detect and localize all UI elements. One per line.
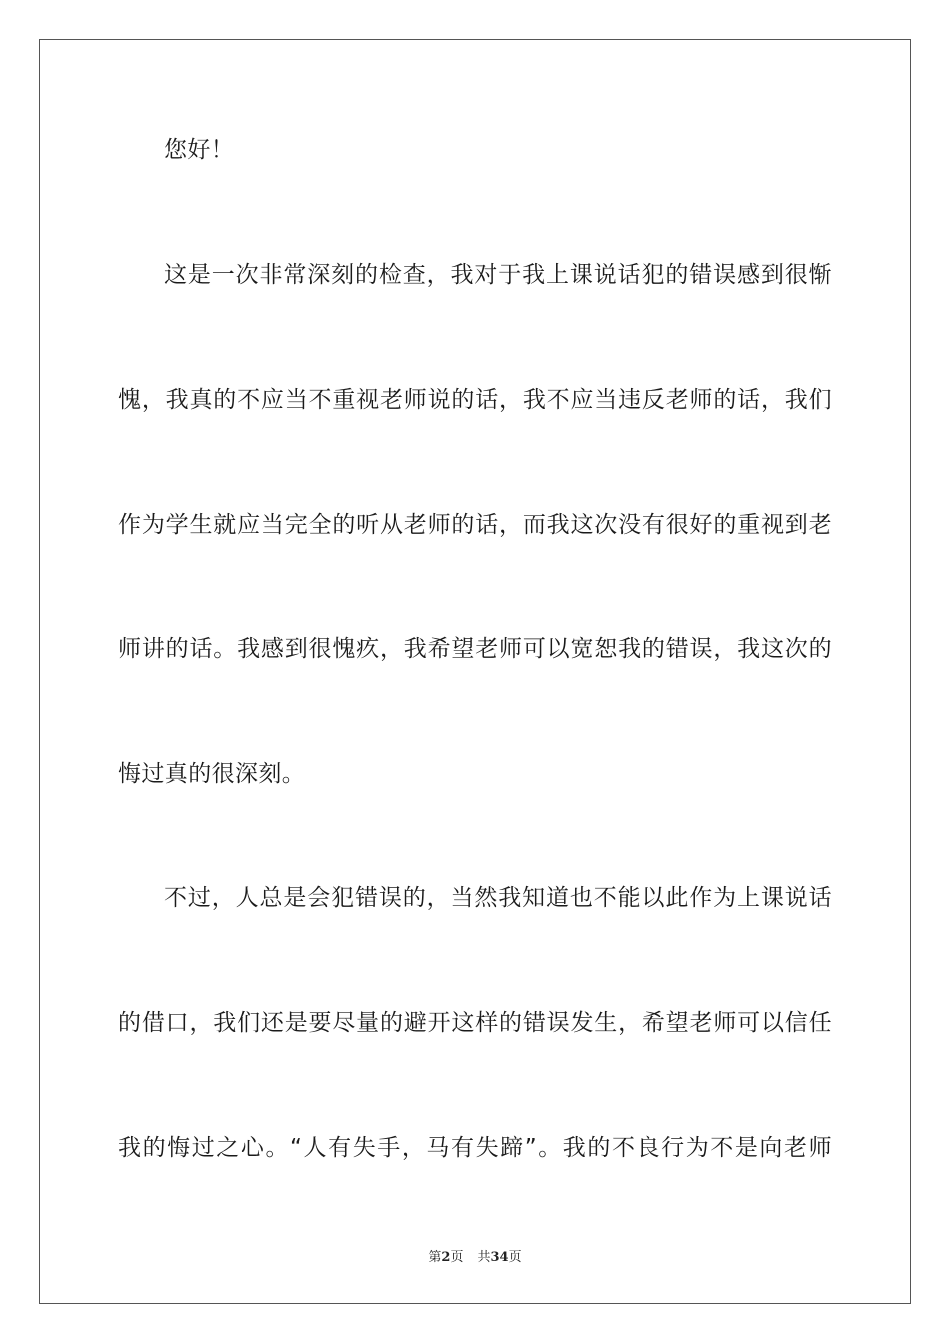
paragraph-1-line-3: 作为学生就应当完全的听从老师的话，而我这次没有很好的重视到老	[118, 512, 832, 538]
page-footer	[0, 1249, 950, 1267]
footer-total-pages: 34	[490, 1250, 509, 1265]
paragraph-2-line-3: 我的悔过之心。“人有失手，马有失蹄”。我的不良行为不是向老师	[118, 1135, 832, 1161]
footer-total-suffix: 页	[508, 1250, 522, 1265]
paragraph-2-line-1: 不过，人总是会犯错误的，当然我知道也不能以此作为上课说话	[164, 885, 832, 911]
paragraph-1-line-1: 这是一次非常深刻的检查，我对于我上课说话犯的错误感到很惭	[164, 262, 832, 288]
paragraph-2-line-2: 的借口，我们还是要尽量的避开这样的错误发生，希望老师可以信任	[118, 1010, 832, 1036]
greeting-line: 您好！	[164, 137, 235, 163]
footer-page-prefix: 第	[428, 1250, 442, 1265]
footer-page-suffix: 页	[450, 1250, 464, 1265]
paragraph-1-line-5: 悔过真的很深刻。	[118, 761, 306, 787]
footer-page-number: 2	[441, 1250, 451, 1265]
paragraph-1-line-4: 师讲的话。我感到很愧疚，我希望老师可以宽恕我的错误，我这次的	[118, 636, 832, 662]
paragraph-1-line-2: 愧，我真的不应当不重视老师说的话，我不应当违反老师的话，我们	[118, 387, 832, 413]
footer-total-prefix: 共	[477, 1250, 491, 1265]
page-border	[39, 39, 911, 1304]
